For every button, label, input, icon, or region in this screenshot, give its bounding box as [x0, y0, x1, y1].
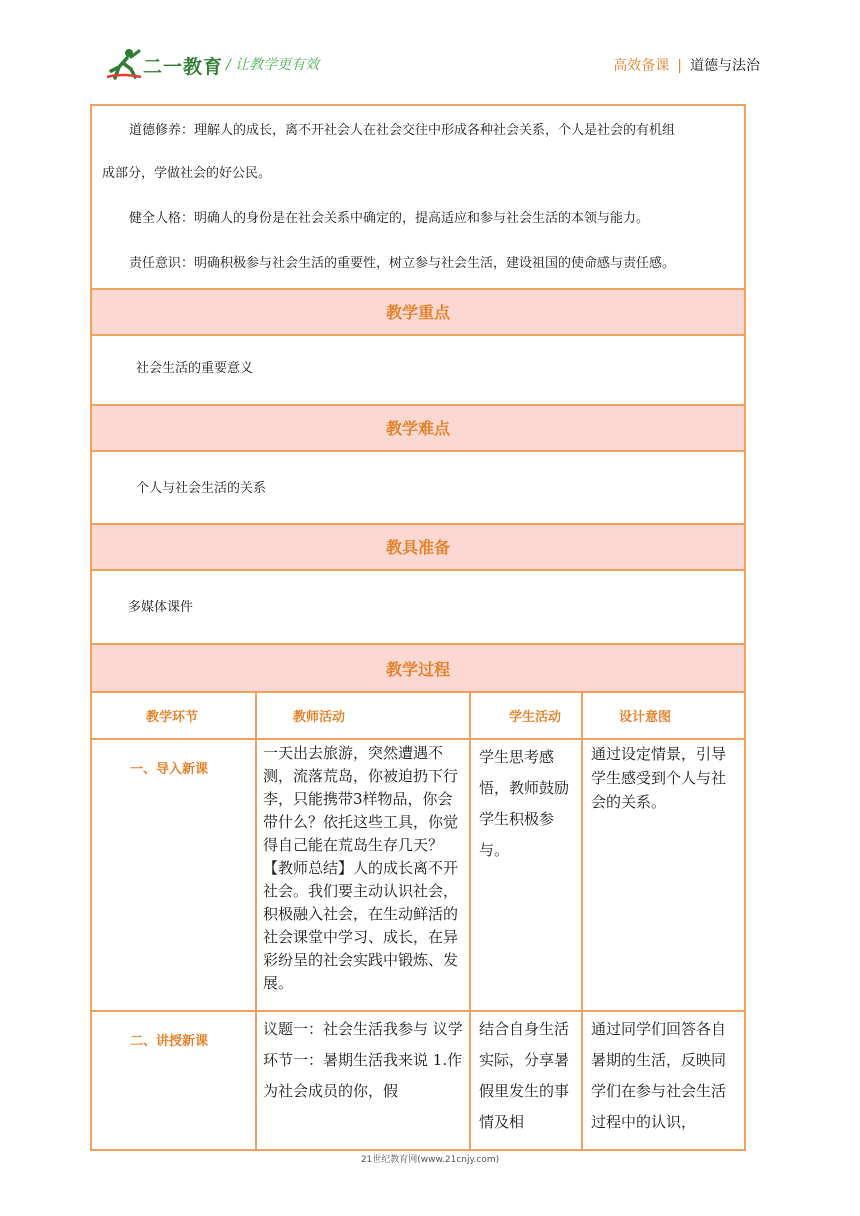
page-footer: 21世纪教育网(www.21cnjy.com) — [360, 1155, 500, 1165]
subject-name: 道德与法治 — [690, 58, 760, 74]
teacher-activity-cell: 议题一：社会生活我参与 议学环节一：暑期生活我来说 1.作为社会成员的你，假 — [256, 1011, 470, 1149]
design-intent-cell: 通过同学们回答各自暑期的生活，反映同学们在参与社会生活过程中的认识， — [582, 1011, 744, 1149]
goal-moral — [92, 118, 744, 143]
process-header-row — [92, 693, 744, 739]
goal-responsibility-text: 责任意识：明确积极参与社会生活的重要性，树立参与社会生活，建设祖国的使命感与责任感。 — [129, 256, 676, 271]
slogan: / 让教学更有效 — [226, 57, 320, 73]
design-intent-cell: 通过设定情景，引导学生感受到个人与社会的关系。 — [582, 739, 744, 1011]
col-intent-header: 设计意图 — [582, 693, 744, 739]
logo — [105, 47, 225, 81]
goal-personality — [92, 206, 744, 231]
process-heading: 教学过程 — [92, 645, 744, 693]
col-teacher-header: 教师活动 — [256, 693, 470, 739]
student-activity-cell: 学生思考感悟，教师鼓励学生积极参与。 — [470, 739, 582, 1011]
stage-cell: 一、导入新课 — [92, 739, 256, 1011]
teacher-activity-cell: 一天出去旅游，突然遭遇不测，流落荒岛，你被迫扔下行李，只能携带3样物品，你会带什么？依托这些工具，你觉得自己能在荒岛生存几天？【教师总结】人的成长离不开社会。我们要主动认识社会，积极融入社会，在生动鲜活的社会课堂中学习、成长，在异彩纷呈的社会实践中锻炼、发展。 — [256, 739, 470, 1011]
logo-text: 二一教育 — [143, 56, 224, 78]
materials-heading: 教具准备 — [92, 525, 744, 571]
header-right — [613, 55, 760, 75]
goal-moral-cont — [92, 161, 744, 186]
col-stage-header: 教学环节 — [92, 693, 256, 739]
header-separator: | — [677, 58, 682, 74]
col-student-header: 学生活动 — [470, 693, 582, 739]
key-point-heading: 教学重点 — [92, 290, 744, 336]
goal-moral-text: 道德修养：理解人的成长，离不开社会人在社会交往中形成各种社会关系，个人是社会的有机组 — [129, 123, 676, 138]
process-table-wrap — [92, 693, 744, 1149]
key-point-content: 社会生活的重要意义 — [92, 336, 744, 406]
process-table — [92, 693, 744, 1149]
difficulty-heading: 教学难点 — [92, 406, 744, 452]
student-activity-cell: 结合自身生活实际，分享暑假里发生的事情及相 — [470, 1011, 582, 1149]
goals-section — [92, 106, 744, 290]
goal-responsibility — [92, 251, 744, 276]
materials-content: 多媒体课件 — [92, 571, 744, 645]
course-type: 高效备课 — [613, 58, 670, 74]
goal-personality-text: 健全人格：明确人的身份是在社会关系中确定的，提高适应和参与社会生活的本领与能力。 — [129, 211, 650, 226]
table-row — [92, 1011, 744, 1149]
runner-logo-icon — [105, 47, 143, 81]
goal-moral-cont-text: 成部分，学做社会的好公民。 — [102, 166, 272, 181]
difficulty-content: 个人与社会生活的关系 — [92, 452, 744, 525]
lesson-plan-table — [90, 104, 746, 1151]
stage-cell: 二、讲授新课 — [92, 1011, 256, 1149]
table-row — [92, 739, 744, 1011]
page-header — [0, 0, 860, 100]
